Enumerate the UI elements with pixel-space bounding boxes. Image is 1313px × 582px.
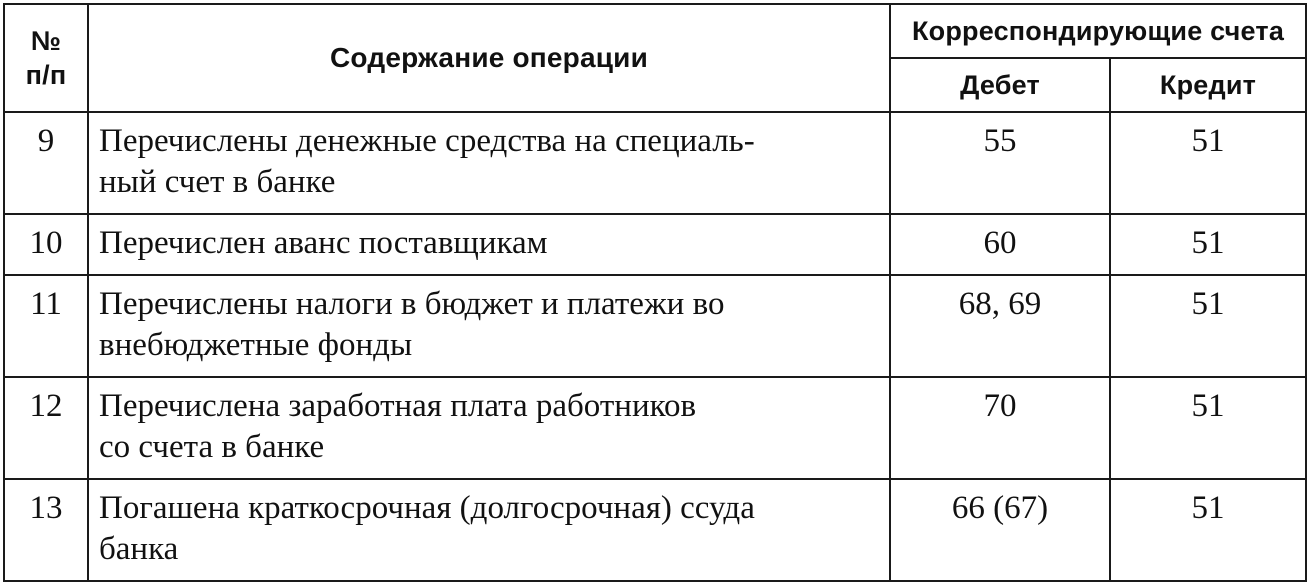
row-credit: 51: [1110, 377, 1306, 479]
row-content-line: Перечислен аванс поставщикам: [99, 225, 548, 261]
row-debit: 55: [890, 112, 1110, 214]
header-credit: Кредит: [1110, 58, 1306, 112]
row-content-line: Перечислены денежные средства на специаль-: [99, 123, 755, 159]
table-row: [4, 479, 1306, 581]
row-credit: 51: [1110, 214, 1306, 275]
row-number: 12: [4, 377, 88, 479]
row-content: [88, 214, 890, 275]
operations-table: [3, 3, 1307, 582]
row-number: 11: [4, 275, 88, 377]
table-row: [4, 275, 1306, 377]
header-row-top: [4, 4, 1306, 58]
row-number: 10: [4, 214, 88, 275]
row-content: [88, 112, 890, 214]
table-row: [4, 214, 1306, 275]
header-debit: Дебет: [890, 58, 1110, 112]
row-content-line: Перечислены налоги в бюджет и платежи во: [99, 286, 725, 322]
row-content: [88, 479, 890, 581]
row-content-line: Погашена краткосрочная (долгосрочная) ссуда: [99, 490, 755, 526]
header-number-abbrev: п/п: [25, 60, 67, 90]
row-debit: 70: [890, 377, 1110, 479]
row-content-line: внебюджетные фонды: [99, 327, 413, 363]
row-credit: 51: [1110, 112, 1306, 214]
table-header: [4, 4, 1306, 112]
row-credit: 51: [1110, 479, 1306, 581]
row-content-line: банка: [99, 531, 179, 567]
header-number-cell: [4, 4, 88, 112]
row-debit: 68, 69: [890, 275, 1110, 377]
row-content-line: ный счет в банке: [99, 164, 336, 200]
row-number: 13: [4, 479, 88, 581]
row-debit: 60: [890, 214, 1110, 275]
table-row: [4, 377, 1306, 479]
header-content-cell: Содержание операции: [88, 4, 890, 112]
row-debit: 66 (67): [890, 479, 1110, 581]
row-content: [88, 275, 890, 377]
operations-table-container: [3, 3, 1305, 582]
row-content-line: Перечислена заработная плата работников: [99, 388, 697, 424]
row-credit: 51: [1110, 275, 1306, 377]
table-body: [4, 112, 1306, 581]
header-number-sign: №: [30, 26, 62, 56]
row-content: [88, 377, 890, 479]
row-number: 9: [4, 112, 88, 214]
header-corresponding-accounts: Корреспондирующие счета: [890, 4, 1306, 58]
table-row: [4, 112, 1306, 214]
row-content-line: со счета в банке: [99, 429, 325, 465]
